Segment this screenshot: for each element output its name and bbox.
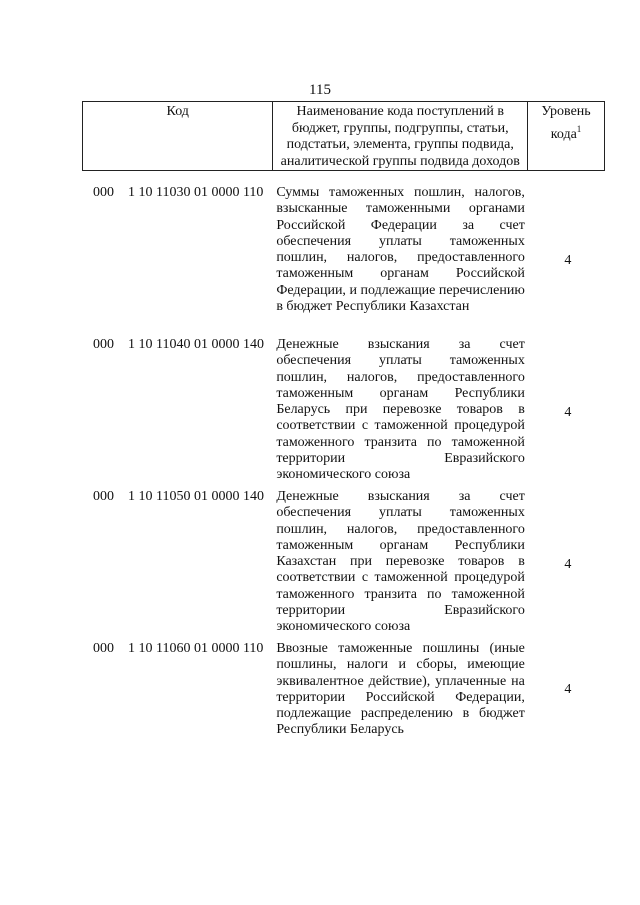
code-level: 4 xyxy=(564,252,572,268)
footnote-marker: 1 xyxy=(576,123,582,134)
revenue-name: Денежные взыскания за счет обеспечения уплаты таможенных пошлин, налогов, предоставленного таможенным органам Республики Беларусь при перевозке товаров в соответствии с таможенной процедурой таможенного транзита по таможенной территории Евразийского экономического союза xyxy=(276,337,525,483)
code-level: 4 xyxy=(564,681,572,697)
admin-code: 000 xyxy=(93,641,114,656)
revenue-name: Денежные взыскания за счет обеспечения уплаты таможенных пошлин, налогов, предоставленного таможенным органам Республики Казахстан при перевозке товаров в соответствии с таможенной процедурой таможенного транзита по таможенной территории Евразийского экономического союза xyxy=(276,489,525,635)
header-level xyxy=(528,102,605,171)
admin-code: 000 xyxy=(93,489,114,504)
table-body xyxy=(82,185,605,739)
table-row xyxy=(82,185,605,337)
header-name: Наименование кода поступлений в бюджет, группы, подгруппы, статьи, подстатьи, элемента, группы подвида, аналитической группы подвида доходов xyxy=(273,102,528,171)
revenue-code: 1 10 11050 01 0000 140 xyxy=(127,489,264,504)
table-header xyxy=(82,101,605,171)
table-row xyxy=(82,489,605,641)
revenue-code: 1 10 11060 01 0000 110 xyxy=(127,641,264,656)
revenue-code: 1 10 11040 01 0000 140 xyxy=(127,337,264,352)
admin-code: 000 xyxy=(93,185,114,200)
table-row xyxy=(82,641,605,739)
header-level-text: Уровень кода xyxy=(541,104,591,142)
revenue-name: Ввозные таможенные пошлины (иные пошлины, налоги и сборы, имеющие эквивалентное действие), уплаченные на территории Российской Федерации, подлежащие распределению в бюджет Республики Беларусь xyxy=(276,641,525,738)
header-code: Код xyxy=(83,102,273,171)
page-number: 115 xyxy=(309,82,331,98)
header-row xyxy=(83,102,605,171)
code-level: 4 xyxy=(564,404,572,420)
table-row xyxy=(82,337,605,489)
admin-code: 000 xyxy=(93,337,114,352)
revenue-name: Суммы таможенных пошлин, налогов, взысканные таможенными органами Российской Федерации за счет обеспечения уплаты таможенных пошлин, налогов, предоставленного таможенным органам Российской Федерации, и подлежащие перечислению в бюджет Республики Казахстан xyxy=(276,185,525,315)
revenue-code: 1 10 11030 01 0000 110 xyxy=(127,185,264,200)
code-level: 4 xyxy=(564,556,572,572)
